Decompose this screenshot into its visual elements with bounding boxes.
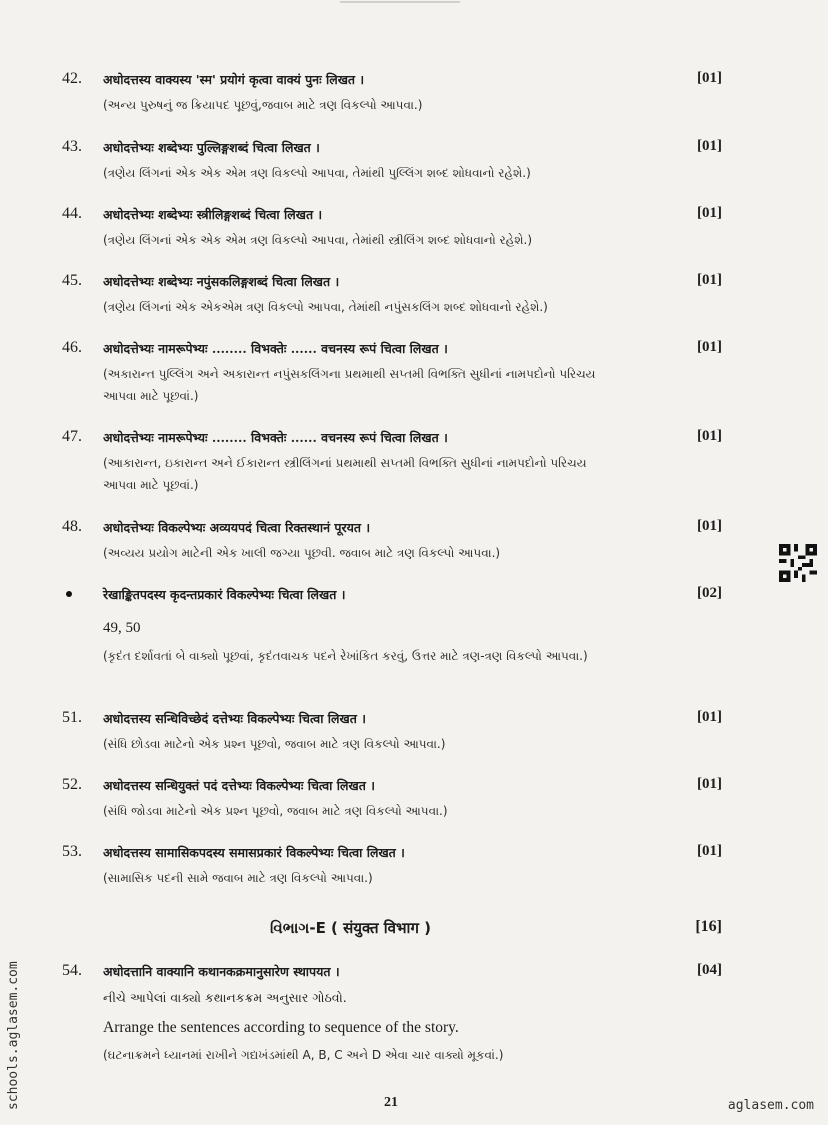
question-43 xyxy=(0,138,828,184)
question-marks: [04] xyxy=(697,962,722,978)
question-note: (કૃદંત દર્શાવતાં બે વાક્યો પૂછવાં, કૃદંતવાચક પદને રેખાંકિત કરવું, ઉત્તર માટે ત્રણ-ત્રણ વિકલ્પો આપવા.) xyxy=(103,649,588,663)
question-note: (અન્ય પુરુષનું જ ક્રિયાપદ પૂછવું,જવાબ માટે ત્રણ વિકલ્પો આપવા.) xyxy=(103,98,423,112)
section-marks: [16] xyxy=(695,918,722,935)
watermark-left: schools.aglasem.com xyxy=(6,961,21,1110)
question-note: (સંધિ છોડવા માટેનો એક પ્રશ્ન પૂછવો, જવાબ માટે ત્રણ વિકલ્પો આપવા.) xyxy=(103,737,446,751)
question-marks: [01] xyxy=(697,205,722,221)
question-47 xyxy=(0,428,828,496)
question-note: (ત્રણેય લિંગનાં એક એક એમ ત્રણ વિકલ્પો આપવા, તેમાંથી સ્ત્રીલિંગ શબ્દ શોધવાનો રહેશે.) xyxy=(103,233,533,247)
question-note: (સંધિ જોડવા માટેનો એક પ્રશ્ન પૂછવો, જવાબ માટે ત્રણ વિકલ્પો આપવા.) xyxy=(103,804,448,818)
question-note: (ત્રણેય લિંગનાં એક એક એમ ત્રણ વિકલ્પો આપવા, તેમાંથી પુલ્લિંગ શબ્દ શોધવાનો રહેશે.) xyxy=(103,166,531,180)
question-number: 53. xyxy=(62,843,82,860)
question-53 xyxy=(0,843,828,889)
section-header xyxy=(0,918,828,944)
question-49-50 xyxy=(0,585,828,667)
question-number: 46. xyxy=(62,339,82,356)
question-stem: अधोदत्तस्य सन्धियुक्तं पदं दत्तेभ्यः विकल्पेभ्यः चित्वा लिखत । xyxy=(103,778,375,793)
question-english: Arrange the sentences according to sequence of the story. xyxy=(103,1019,459,1036)
question-stem: अधोदत्तस्य वाक्यस्य 'स्म' प्रयोगं कृत्वा वाक्यं पुनः लिखत । xyxy=(103,72,365,87)
scan-smudge xyxy=(340,0,460,6)
page-number: 21 xyxy=(384,1095,398,1110)
question-stem: अधोदत्तस्य सामासिकपदस्य समासप्रकारं विकल्पेभ्यः चित्वा लिखत । xyxy=(103,845,405,860)
question-stem: अधोदत्तस्य सन्धिविच्छेदं दत्तेभ्यः विकल्पेभ्यः चित्वा लिखत । xyxy=(103,711,366,726)
question-48 xyxy=(0,518,828,564)
question-marks: [02] xyxy=(697,585,722,601)
question-46 xyxy=(0,339,828,407)
question-stem: अधोदत्तेभ्यः शब्देभ्यः पुल्लिङ्गशब्दं चित्वा लिखत । xyxy=(103,140,320,155)
question-marks: [01] xyxy=(697,776,722,792)
bullet-icon xyxy=(66,591,72,597)
question-stem: अधोदत्तानि वाक्यानि कथानकक्रमानुसारेण स्थापयत । xyxy=(103,964,340,979)
question-stem: अधोदत्तेभ्यः शब्देभ्यः स्त्रीलिङ्गशब्दं चित्वा लिखत । xyxy=(103,207,323,222)
question-marks: [01] xyxy=(697,843,722,859)
question-stem: रेखाङ्कितपदस्य कृदन्तप्रकारं विकल्पेभ्यः चित्वा लिखत । xyxy=(103,587,346,602)
watermark-right: aglasem.com xyxy=(727,1098,814,1113)
question-marks: [01] xyxy=(697,428,722,444)
question-number: 42. xyxy=(62,70,82,87)
question-44 xyxy=(0,205,828,251)
question-number: 54. xyxy=(62,962,82,979)
question-number: 45. xyxy=(62,272,82,289)
question-45 xyxy=(0,272,828,318)
question-number: 44. xyxy=(62,205,82,222)
question-marks: [01] xyxy=(697,339,722,355)
question-stem: अधोदत्तेभ्यः शब्देभ्यः नपुंसकलिङ्गशब्दं चित्वा लिखत । xyxy=(103,274,340,289)
question-note: (સામાસિક પદની સામે જવાબ માટે ત્રણ વિકલ્પો આપવા.) xyxy=(103,871,373,885)
question-number: 51. xyxy=(62,709,82,726)
question-42 xyxy=(0,70,828,116)
question-51 xyxy=(0,709,828,755)
question-stem: अधोदत्तेभ्यः नामरूपेभ्यः ........ विभक्तेः ...... वचनस्य रूपं चित्वा लिखत । xyxy=(103,430,448,445)
question-note: (ત્રણેય લિંગનાં એક એકએમ ત્રણ વિકલ્પો આપવા, તેમાંથી નપુંસકલિંગ શબ્દ શોધવાનો રહેશે.) xyxy=(103,300,548,314)
qr-code xyxy=(778,544,818,582)
question-note: (ઘટનાક્રમને ધ્યાનમાં રાખીને ગદ્યખંડમાંથી A, B, C અને D એવા ચાર વાક્યો મૂકવાં.) xyxy=(103,1048,504,1062)
question-number: 48. xyxy=(62,518,82,535)
question-52 xyxy=(0,776,828,822)
question-number: 47. xyxy=(62,428,82,445)
question-stem: अधोदत्तेभ्यः नामरूपेभ्यः ........ विभक्तेः ...... वचनस्य रूपं चित्वा लिखत । xyxy=(103,341,448,356)
question-stem: अधोदत्तेभ्यः विकल्पेभ्यः अव्ययपदं चित्वा रिक्तस्थानं पूरयत । xyxy=(103,520,371,535)
question-marks: [01] xyxy=(697,709,722,725)
question-marks: [01] xyxy=(697,518,722,534)
question-numbers: 49, 50 xyxy=(103,620,141,636)
question-note: (અવ્યય પ્રયોગ માટેની એક ખાલી જગ્યા પૂછવી. જવાબ માટે ત્રણ વિકલ્પો આપવા.) xyxy=(103,546,501,560)
question-number: 43. xyxy=(62,138,82,155)
question-54 xyxy=(0,962,828,1066)
question-note: (અકારાન્ત પુલ્લિંગ અને અકારાન્ત નપુંસકલિંગના પ્રથમાથી સપ્તમી વિભક્તિ સુધીનાં નામપદોનો પરિચય આપવા માટે પૂછવાં.) xyxy=(103,367,596,403)
question-marks: [01] xyxy=(697,272,722,288)
question-note: (આકારાન્ત, ઇકારાન્ત અને ઈકારાન્ત સ્ત્રીલિંગનાં પ્રથમાથી સપ્તમી વિભક્તિ સુધીનાં નામપદોનો પરિચય આપવા માટે પૂછવાં.) xyxy=(103,456,587,492)
question-number: 52. xyxy=(62,776,82,793)
section-title: વિભાગ-E ( संयुक्त विभाग ) xyxy=(270,919,431,937)
question-gujarati: નીચે આપેલાં વાક્યો કથાનકક્રમ અનુસાર ગોઠવો. xyxy=(103,990,347,1005)
question-marks: [01] xyxy=(697,70,722,86)
question-marks: [01] xyxy=(697,138,722,154)
